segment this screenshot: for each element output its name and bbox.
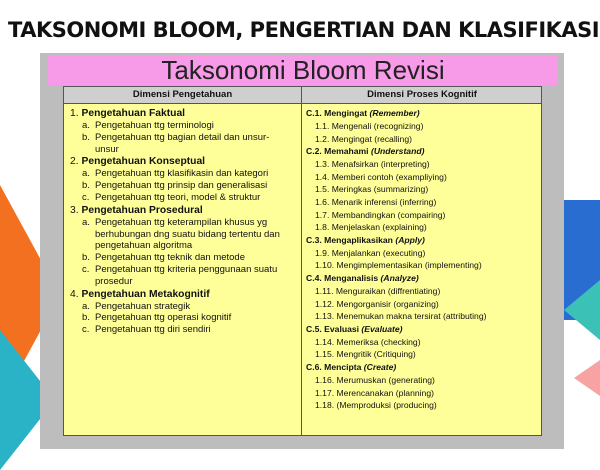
knowledge-item-label: b. xyxy=(82,131,90,143)
cognitive-name: Mengaplikasikan xyxy=(324,234,393,245)
knowledge-item xyxy=(70,312,296,324)
knowledge-item-label: c. xyxy=(82,324,90,336)
cognitive-heading xyxy=(306,272,538,285)
knowledge-item-label: c. xyxy=(82,263,90,275)
slide-title: Taksonomi Bloom Revisi xyxy=(48,55,558,85)
knowledge-item-label: a. xyxy=(82,300,90,312)
cognitive-name: Mengingat xyxy=(324,108,368,118)
cognitive-item: 1.17. Merencanakan (planning) xyxy=(315,387,434,398)
decor-teal-triangle-right xyxy=(564,280,600,340)
knowledge-column xyxy=(70,107,296,336)
cognitive-item: 1.7. Membandingkan (compairing) xyxy=(315,209,446,220)
cognitive-name: Memahami xyxy=(324,146,369,157)
cognitive-code: C.2. xyxy=(306,146,322,157)
cognitive-item: 1.13. Menemukan makna tersirat (attributing) xyxy=(315,311,487,322)
cognitive-item: 1.2. Mengingat (recalling) xyxy=(315,133,412,144)
cognitive-item: 1.1. Mengenali (recognizing) xyxy=(315,121,424,131)
cognitive-english: (Evaluate) xyxy=(361,323,403,334)
knowledge-item xyxy=(70,168,296,180)
knowledge-item-label: a. xyxy=(82,216,90,228)
cognitive-code: C.1. xyxy=(306,108,322,118)
bloom-table xyxy=(63,86,542,436)
decor-pink-triangle-right xyxy=(574,360,600,396)
knowledge-item xyxy=(70,217,296,252)
cognitive-code: C.4. xyxy=(306,272,322,283)
cognitive-item: 1.12. Mengorganisir (organizing) xyxy=(315,298,439,309)
knowledge-item-text: Pengetahuan ttg klasifikasin dan kategori xyxy=(95,168,269,180)
cognitive-code: C.3. xyxy=(306,234,322,245)
knowledge-item-label: b. xyxy=(82,312,90,324)
knowledge-item xyxy=(70,132,296,156)
knowledge-item-text: Pengetahuan ttg bagian detail dan unsur-unsur xyxy=(95,131,270,155)
knowledge-item-label: c. xyxy=(82,191,90,203)
cognitive-english: (Remember) xyxy=(369,108,420,118)
knowledge-item-label: b. xyxy=(82,180,90,192)
cognitive-item: 1.16. Merumuskan (generating) xyxy=(315,374,435,385)
page-title: TAKSONOMI BLOOM, PENGERTIAN DAN KLASIFIKASI xyxy=(8,18,600,42)
knowledge-name: Pengetahuan Prosedural xyxy=(81,204,203,216)
knowledge-number: 3. xyxy=(70,204,79,216)
knowledge-item-text: Pengetahuan ttg operasi kognitif xyxy=(95,312,232,324)
knowledge-item-text: Pengetahuan ttg diri sendiri xyxy=(95,324,211,336)
cognitive-code: C.5. xyxy=(306,323,322,334)
cognitive-item: 1.10. Mengimplementasikan (implementing) xyxy=(315,260,482,271)
cognitive-item: 1.15. Mengritik (Critiquing) xyxy=(315,349,416,360)
cognitive-item: 1.8. Menjelaskan (explaining) xyxy=(315,222,427,233)
knowledge-item-text: Pengetahuan strategik xyxy=(95,300,191,312)
knowledge-heading xyxy=(70,288,296,301)
cognitive-english: (Understand) xyxy=(370,146,425,157)
cognitive-name: Mencipta xyxy=(324,361,362,372)
header-knowledge: Dimensi Pengetahuan xyxy=(132,89,233,100)
cognitive-item: 1.4. Memberi contoh (exampliying) xyxy=(315,171,447,182)
knowledge-heading xyxy=(70,107,296,120)
knowledge-item-text: Pengetahuan ttg teknik dan metode xyxy=(95,252,246,264)
knowledge-item-text: Pengetahuan ttg prinsip dan generalisasi xyxy=(95,180,268,192)
knowledge-item-label: a. xyxy=(82,168,90,180)
knowledge-item xyxy=(70,192,296,204)
knowledge-item xyxy=(70,180,296,192)
knowledge-item xyxy=(70,120,296,132)
cognitive-item: 1.5. Meringkas (summarizing) xyxy=(315,184,429,195)
cognitive-heading xyxy=(306,361,538,374)
knowledge-item xyxy=(70,252,296,264)
knowledge-heading xyxy=(70,155,296,168)
knowledge-item xyxy=(70,324,296,336)
knowledge-item-text: Pengetahuan ttg kriteria penggunaan suatu prosedur xyxy=(95,263,278,287)
cognitive-heading xyxy=(306,323,538,336)
cognitive-item: 1.3. Menafsirkan (interpreting) xyxy=(315,159,430,170)
cognitive-name: Evaluasi xyxy=(324,323,360,334)
cognitive-name: Menganalisis xyxy=(324,272,379,283)
cognitive-column xyxy=(306,107,538,412)
knowledge-item xyxy=(70,264,296,288)
cognitive-heading xyxy=(306,107,538,120)
cognitive-item: 1.14. Memeriksa (checking) xyxy=(315,336,421,347)
knowledge-item-text: Pengetahuan ttg terminologi xyxy=(95,120,214,131)
knowledge-item-text: Pengetahuan ttg teori, model & struktur xyxy=(95,191,261,203)
knowledge-item-label: b. xyxy=(82,252,90,264)
knowledge-item-text: Pengetahuan ttg keterampilan khusus yg berhubungan dng suatu bidang tertentu dan pengetahuan algoritma xyxy=(95,216,280,252)
knowledge-number: 2. xyxy=(70,156,79,168)
cognitive-item: 1.9. Menjalankan (executing) xyxy=(315,247,426,258)
header-cognitive: Dimensi Proses Kognitif xyxy=(367,89,477,100)
knowledge-item xyxy=(70,301,296,313)
cognitive-heading xyxy=(306,234,538,247)
cognitive-code: C.6. xyxy=(306,361,322,372)
cognitive-english: (Create) xyxy=(363,361,397,372)
knowledge-heading xyxy=(70,204,296,217)
cognitive-item: 1.18. (Memproduksi (producing) xyxy=(315,400,437,411)
cognitive-item: 1.11. Menguraikan (diffrentiating) xyxy=(315,285,441,296)
column-divider xyxy=(301,87,302,435)
cognitive-heading xyxy=(306,145,538,158)
knowledge-number: 4. xyxy=(70,288,79,300)
cognitive-english: (Apply) xyxy=(395,234,425,245)
cognitive-english: (Analyze) xyxy=(380,272,419,283)
table-header-row xyxy=(64,87,541,104)
knowledge-item-label: a. xyxy=(82,120,90,131)
knowledge-number: 1. xyxy=(70,108,79,119)
knowledge-name: Pengetahuan Faktual xyxy=(81,108,186,119)
cognitive-item: 1.6. Menarik inferensi (inferring) xyxy=(315,196,437,207)
knowledge-name: Pengetahuan Metakognitif xyxy=(81,288,210,300)
knowledge-name: Pengetahuan Konseptual xyxy=(81,156,206,168)
